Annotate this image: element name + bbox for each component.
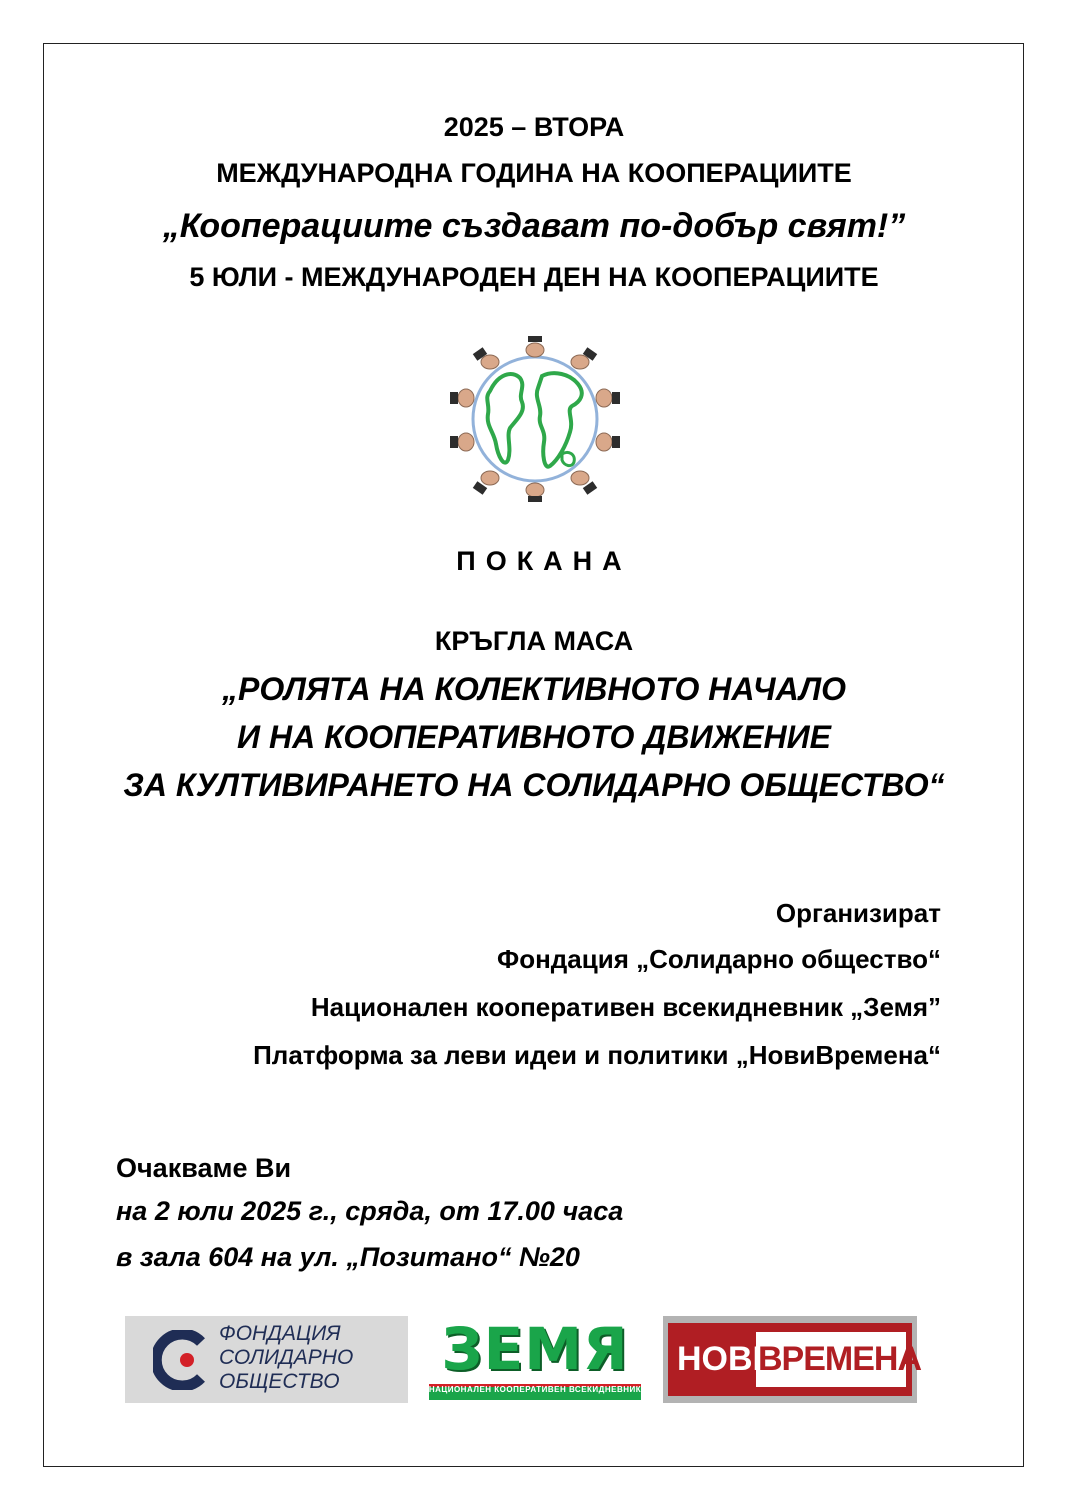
zemya-logo-word: ЗЕМЯ [441,1315,629,1383]
event-title-line: ЗА КУЛТИВИРАНЕТО НА СОЛИДАРНО ОБЩЕСТВО“ [123,767,945,803]
organizer-item: Фондация „Солидарно общество“ [497,944,941,974]
greeting: Очакваме Ви [116,1153,292,1183]
fso-logo-line: ОБЩЕСТВО [219,1370,340,1393]
solidarno-obshtestvo-logo [125,1316,408,1403]
header-coop-day: 5 ЮЛИ - МЕЖДУНАРОДЕН ДЕН НА КООПЕРАЦИИТЕ [189,262,879,292]
event-type: КРЪГЛА МАСА [434,626,634,656]
zemya-logo-subtitle: НАЦИОНАЛЕН КООПЕРАТИВЕН ВСЕКИДНЕВНИК [428,1385,642,1394]
fso-logo-line: ФОНДАЦИЯ [219,1322,341,1345]
fso-logo-line: СОЛИДАРНО [219,1346,354,1369]
header-year: 2025 – ВТОРА [443,112,625,142]
nv-logo-background [668,1323,922,1396]
event-venue: в зала 604 на ул. „Позитано“ №20 [116,1242,580,1272]
organizer-item: Платформа за леви идеи и политики „НовиВремена“ [253,1040,941,1070]
fso-ring-icon [153,1330,213,1390]
organizers-label: Организират [775,898,941,928]
novi-vremena-logo [663,1316,922,1403]
nv-logo-word-vremena: ВРЕМЕНА [758,1340,922,1378]
fso-logo-text [219,1322,353,1394]
invitation-title: ПОКАНА [456,546,632,576]
hands-around-globe-image [450,336,620,502]
nv-logo-word-novi: НОВИ [677,1340,777,1378]
event-date: на 2 юли 2025 г., сряда, от 17.00 часа [116,1196,624,1226]
event-title-line: „РОЛЯТА НА КОЛЕКТИВНОТО НАЧАЛО [222,671,846,707]
event-title-line: И НА КООПЕРАТИВНОТО ДВИЖЕНИЕ [237,719,831,755]
zemya-logo [427,1316,643,1403]
header-slogan: „Кооперациите създават по-добър свят!” [162,207,906,245]
organizer-item: Национален кооперативен всекидневник „Земя” [310,992,941,1022]
header-intl-year: МЕЖДУНАРОДНА ГОДИНА НА КООПЕРАЦИИТЕ [216,158,852,188]
